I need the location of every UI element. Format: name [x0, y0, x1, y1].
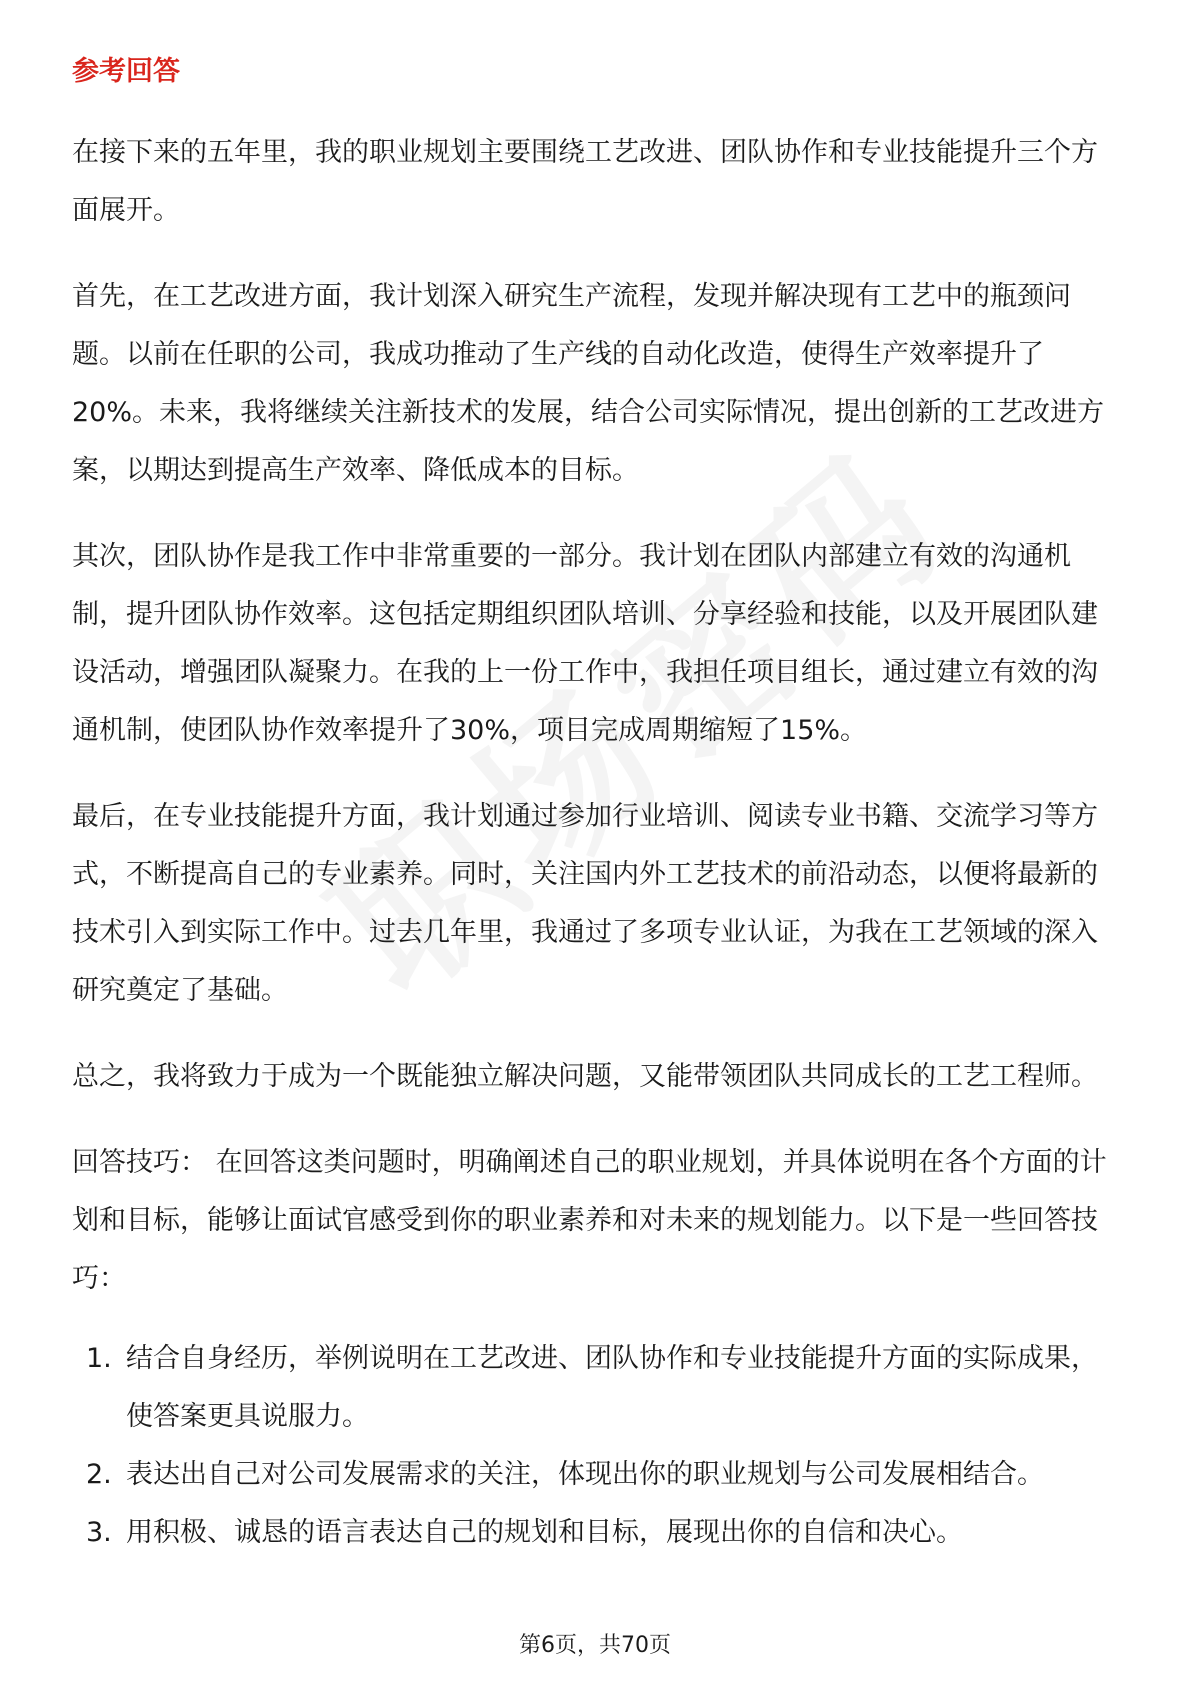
paragraph-tips-intro: 回答技巧： 在回答这类问题时，明确阐述自己的职业规划，并具体说明在各个方面的计划和目标，能够让面试官感受到你的职业素养和对未来的规划能力。以下是一些回答技巧： [72, 1147, 1107, 1294]
list-number: 3. [86, 1517, 112, 1548]
tips-list [72, 1330, 1122, 1562]
list-item [72, 1504, 1122, 1562]
list-number: 1. [86, 1343, 112, 1374]
answer-content [72, 48, 1122, 1562]
list-item [72, 1330, 1122, 1446]
list-item-text: 用积极、诚恳的语言表达自己的规划和目标，展现出你的自信和决心。 [126, 1517, 963, 1548]
list-number: 2. [86, 1459, 112, 1490]
paragraph-teamwork: 其次，团队协作是我工作中非常重要的一部分。我计划在团队内部建立有效的沟通机制，提升团队协作效率。这包括定期组织团队培训、分享经验和技能，以及开展团队建设活动，增强团队凝聚力。在我的上一份工作中，我担任项目组长，通过建立有效的沟通机制，使团队协作效率提升了30%，项目完成周期缩短了15%。 [72, 541, 1098, 746]
list-item-text: 表达出自己对公司发展需求的关注，体现出你的职业规划与公司发展相结合。 [126, 1459, 1044, 1490]
paragraph-intro: 在接下来的五年里，我的职业规划主要围绕工艺改进、团队协作和专业技能提升三个方面展开。 [72, 137, 1098, 226]
list-item-text: 结合自身经历，举例说明在工艺改进、团队协作和专业技能提升方面的实际成果，使答案更具说服力。 [126, 1343, 1098, 1432]
paragraph-process-improvement: 首先，在工艺改进方面，我计划深入研究生产流程，发现并解决现有工艺中的瓶颈问题。以前在任职的公司，我成功推动了生产线的自动化改造，使得生产效率提升了20%。未来，我将继续关注新技术的发展，结合公司实际情况，提出创新的工艺改进方案，以期达到提高生产效率、降低成本的目标。 [72, 281, 1105, 486]
section-heading: 参考回答 [72, 56, 180, 87]
paragraph-summary: 总之，我将致力于成为一个既能独立解决问题，又能带领团队共同成长的工艺工程师。 [72, 1061, 1098, 1092]
page-number: 第6页，共70页 [519, 1633, 671, 1658]
list-item [72, 1446, 1122, 1504]
paragraph-skills: 最后，在专业技能提升方面，我计划通过参加行业培训、阅读专业书籍、交流学习等方式，不断提高自己的专业素养。同时，关注国内外工艺技术的前沿动态，以便将最新的技术引入到实际工作中。过去几年里，我通过了多项专业认证，为我在工艺领域的深入研究奠定了基础。 [72, 801, 1098, 1006]
